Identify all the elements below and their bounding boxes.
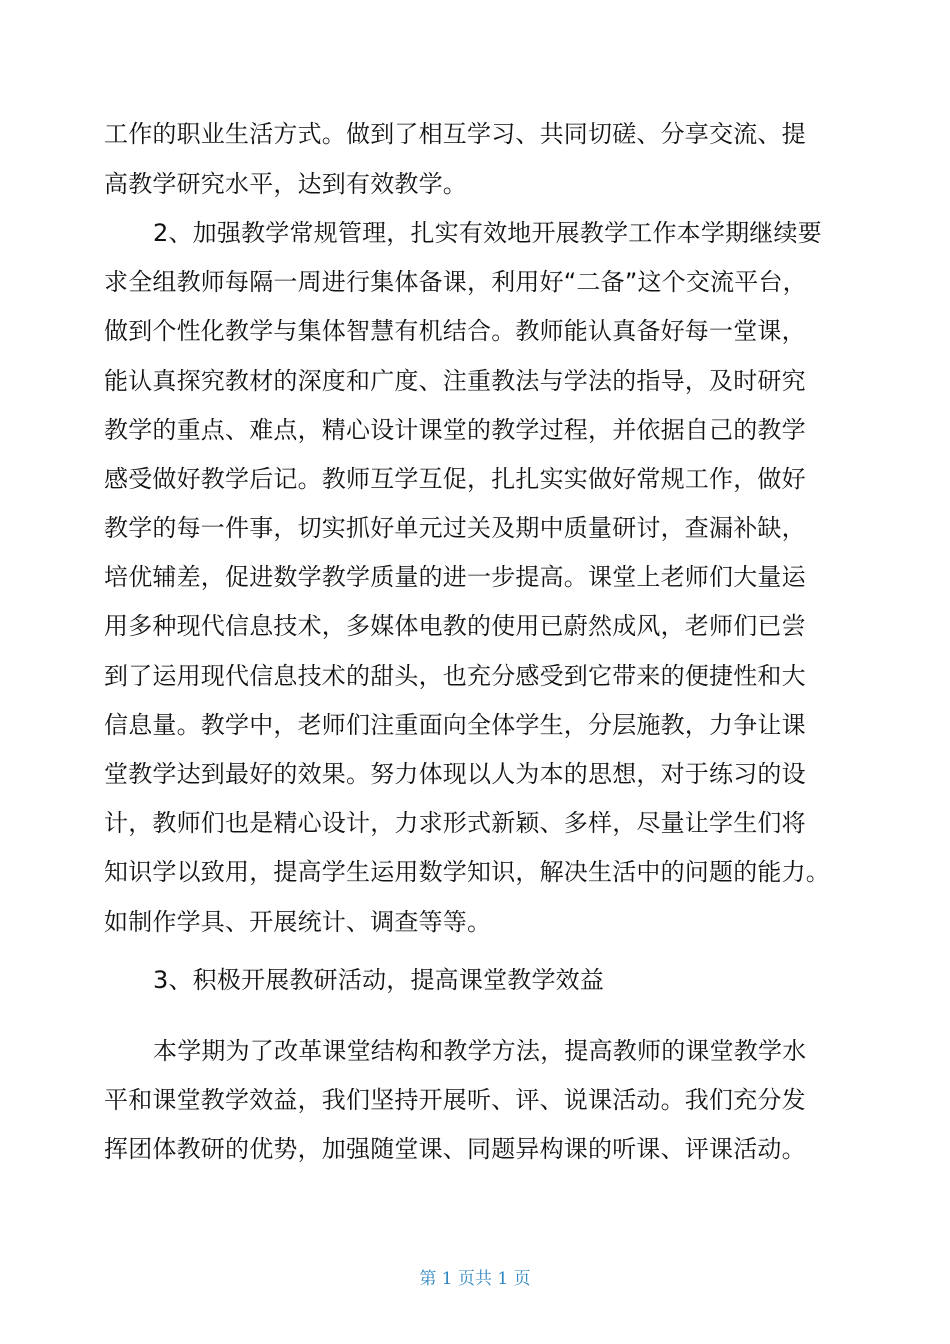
paragraph-line: 堂教学达到最好的效果。努力体现以人为本的思想，对于练习的设 bbox=[104, 760, 806, 788]
paragraph-line: 高教学研究水平，达到有效教学。 bbox=[104, 170, 467, 198]
paragraph-line: 2、加强教学常规管理，扎实有效地开展教学工作本学期继续要 bbox=[153, 219, 822, 247]
paragraph-line: 信息量。教学中，老师们注重面向全体学生，分层施教，力争让课 bbox=[104, 711, 806, 739]
paragraph-line: 平和课堂教学效益，我们坚持开展听、评、说课活动。我们充分发 bbox=[104, 1086, 806, 1114]
paragraph-line: 本学期为了改革课堂结构和教学方法，提高教师的课堂教学水 bbox=[153, 1037, 807, 1065]
paragraph-line: 教学的重点、难点，精心设计课堂的教学过程，并依据自己的教学 bbox=[104, 416, 806, 444]
paragraph-line: 做到个性化教学与集体智慧有机结合。教师能认真备好每一堂课， bbox=[104, 317, 806, 345]
paragraph-line: 用多种现代信息技术，多媒体电教的使用已蔚然成风，老师们已尝 bbox=[104, 612, 806, 640]
section-heading: 3、积极开展教研活动，提高课堂教学效益 bbox=[153, 966, 605, 994]
paragraph-line: 计，教师们也是精心设计，力求形式新颖、多样，尽量让学生们将 bbox=[104, 809, 806, 837]
page-footer: 第 1 页共 1 页 bbox=[419, 1269, 531, 1289]
paragraph-line: 到了运用现代信息技术的甜头，也充分感受到它带来的便捷性和大 bbox=[104, 662, 806, 690]
paragraph-line: 工作的职业生活方式。做到了相互学习、共同切磋、分享交流、提 bbox=[104, 120, 806, 148]
paragraph-line: 教学的每一件事，切实抓好单元过关及期中质量研讨，查漏补缺， bbox=[104, 514, 806, 542]
paragraph-line: 知识学以致用，提高学生运用数学知识，解决生活中的问题的能力。 bbox=[104, 858, 830, 886]
paragraph-line: 挥团体教研的优势，加强随堂课、同题异构课的听课、评课活动。 bbox=[104, 1135, 806, 1163]
paragraph-line: 求全组教师每隔一周进行集体备课，利用好“二备”这个交流平台， bbox=[104, 268, 807, 296]
paragraph-line: 感受做好教学后记。教师互学互促，扎扎实实做好常规工作，做好 bbox=[104, 465, 806, 493]
paragraph-line: 培优辅差，促进数学教学质量的进一步提高。课堂上老师们大量运 bbox=[104, 563, 806, 591]
paragraph-line: 能认真探究教材的深度和广度、注重教法与学法的指导，及时研究 bbox=[104, 367, 806, 395]
paragraph-line: 如制作学具、开展统计、调查等等。 bbox=[104, 908, 492, 936]
